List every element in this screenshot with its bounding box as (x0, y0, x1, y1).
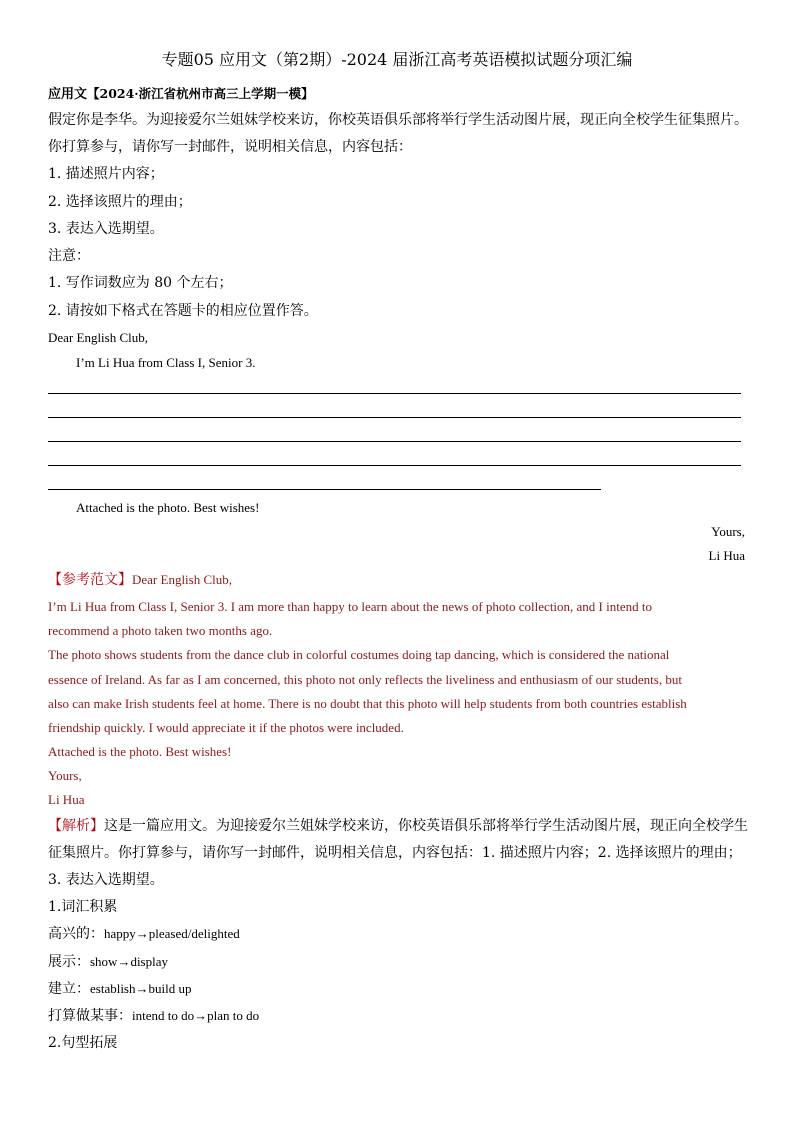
prompt-line: 假定你是李华。为迎接爱尔兰姐妹学校来访，你校英语俱乐部将举行学生活动图片展，现正向全校学生征集照片。 (48, 112, 748, 128)
vocab-label: 打算做某事： (48, 1008, 132, 1024)
vocab-label: 展示： (48, 954, 90, 970)
source-label: 应用文 (48, 87, 88, 102)
analysis-line (48, 819, 748, 833)
sample-line: The photo shows students from the dance club in colorful costumes doing tap dancing, which is considered the national (48, 647, 670, 662)
vocab-value: happy→pleased/delighted (104, 926, 240, 941)
vocab-value: intend to do→plan to do (132, 1008, 260, 1023)
sample-heading (48, 573, 232, 587)
sample-line: Yours, (48, 768, 82, 783)
analysis-label: 【解析】 (48, 818, 104, 834)
page-title: 专题05 应用文（第2期）-2024 届浙江高考英语模拟试题分项汇编 (161, 50, 633, 69)
vocab-label: 高兴的： (48, 926, 104, 942)
vocab-value: establish→build up (90, 981, 192, 996)
vocab-item (48, 955, 168, 969)
sample-line: also can make Irish students feel at home. There is no doubt that this photo will help students from both countries establish (48, 696, 687, 711)
sample-line: I’m Li Hua from Class I, Senior 3. I am more than happy to learn about the news of photo collection, and I intend to (48, 599, 652, 614)
sample-line: friendship quickly. I would appreciate it if the photos were included. (48, 720, 404, 735)
prompt-item: 3. 表达入选期望。 (48, 221, 164, 237)
analysis-line: 征集照片。你打算参与，请你写一封邮件，说明相关信息，内容包括：1. 描述照片内容；2. 选择该照片的理由； (48, 845, 742, 861)
sample-salutation: Dear English Club, (132, 572, 233, 587)
answer-line (48, 441, 741, 442)
letter-closing: Attached is the photo. Best wishes! (76, 500, 260, 515)
prompt-item: 2. 选择该照片的理由； (48, 194, 192, 210)
letter-signoff: Yours, (711, 524, 745, 539)
note-item: 1. 写作词数应为 80 个左右； (48, 275, 233, 291)
source-tag: 【2024·浙江省杭州市高三上学期一模】 (87, 86, 314, 101)
letter-name: Li Hua (708, 548, 745, 563)
sample-line: essence of Ireland. As far as I am concerned, this photo not only reflects the liveliness and enthusiasm of our students, but (48, 672, 682, 687)
analysis-text: 这是一篇应用文。为迎接爱尔兰姐妹学校来访，你校英语俱乐部将举行学生活动图片展，现正向全校学生 (104, 818, 748, 834)
vocab-heading: 1.词汇积累 (48, 899, 118, 915)
analysis-line: 3. 表达入选期望。 (48, 872, 164, 888)
prompt-item: 1. 描述照片内容； (48, 166, 164, 182)
answer-line (48, 417, 741, 418)
prompt-line: 你打算参与，请你写一封邮件，说明相关信息，内容包括： (48, 139, 412, 155)
sample-line: recommend a photo taken two months ago. (48, 623, 273, 638)
letter-salutation: Dear English Club, (48, 330, 149, 345)
vocab-item (48, 927, 240, 941)
sample-label: 【参考范文】 (48, 572, 132, 588)
sentence-heading: 2.句型拓展 (48, 1035, 118, 1051)
vocab-value: show→display (90, 954, 168, 969)
sample-line: Attached is the photo. Best wishes! (48, 744, 232, 759)
source-line (48, 88, 314, 101)
answer-line (48, 393, 741, 394)
vocab-item (48, 982, 191, 996)
letter-opening: I’m Li Hua from Class I, Senior 3. (76, 355, 256, 370)
answer-line (48, 489, 601, 490)
note-item: 2. 请按如下格式在答题卡的相应位置作答。 (48, 303, 318, 319)
answer-line (48, 465, 741, 466)
notes-label: 注意： (48, 248, 90, 264)
vocab-item (48, 1009, 259, 1023)
vocab-label: 建立： (48, 981, 90, 997)
sample-line: Li Hua (48, 792, 85, 807)
